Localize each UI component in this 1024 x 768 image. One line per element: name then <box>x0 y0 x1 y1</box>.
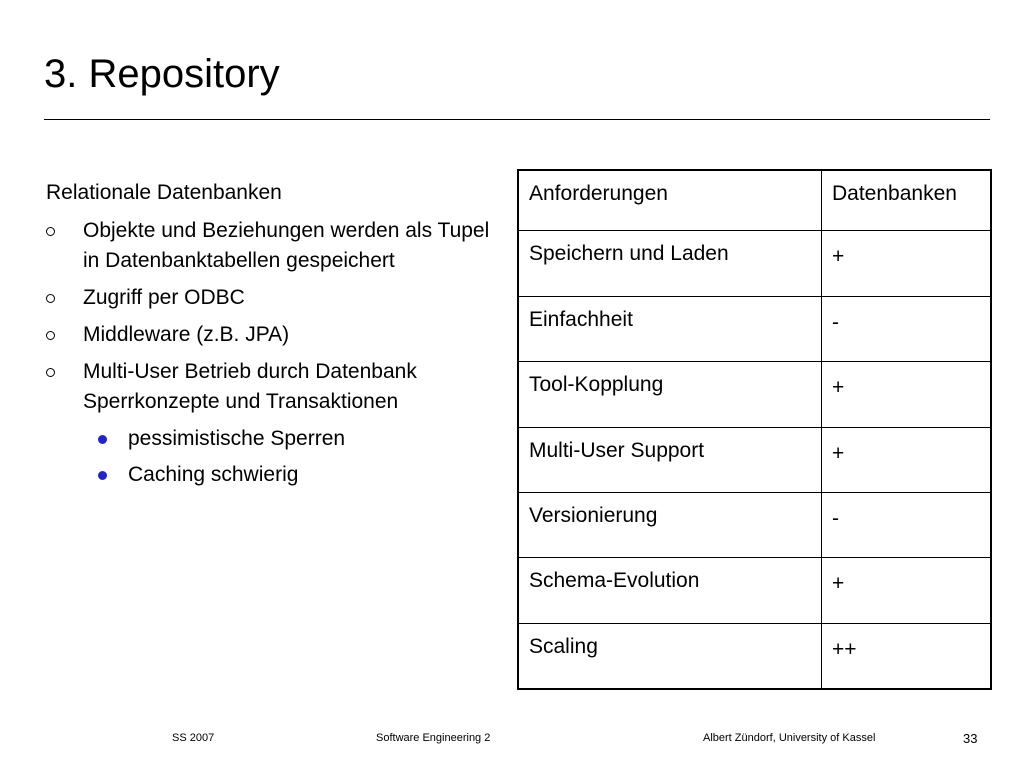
header-cell-anforderungen: Anforderungen <box>519 171 822 231</box>
title-divider <box>44 119 990 120</box>
sub-bullet-text: pessimistische Sperren <box>128 427 346 450</box>
requirement-cell: Speichern und Laden <box>519 231 822 296</box>
table-row <box>519 427 990 492</box>
footer-semester: SS 2007 <box>172 732 215 744</box>
bullet-item <box>46 320 506 350</box>
content-text <box>46 178 506 496</box>
bullet-item <box>46 216 506 276</box>
table-row <box>519 231 990 296</box>
requirements-table <box>517 169 992 690</box>
requirement-cell: Versionierung <box>519 492 822 557</box>
table-row <box>519 492 990 557</box>
intro-heading: Relationale Datenbanken <box>46 181 282 204</box>
hollow-circle-bullet-icon <box>46 227 55 236</box>
requirement-cell: Scaling <box>519 623 822 688</box>
header-cell-datenbanken: Datenbanken <box>822 171 991 231</box>
requirement-cell: Multi-User Support <box>519 427 822 492</box>
filled-dot-bullet-icon <box>98 471 107 480</box>
table-header-row <box>519 171 990 231</box>
rating-cell: + <box>822 231 991 296</box>
requirement-cell: Schema-Evolution <box>519 558 822 623</box>
rating-cell: + <box>822 427 991 492</box>
rating-cell: + <box>822 362 991 427</box>
rating-cell: + <box>822 558 991 623</box>
rating-cell: - <box>822 492 991 557</box>
footer-course: Software Engineering 2 <box>376 732 491 744</box>
page-number: 33 <box>963 731 978 746</box>
bullet-text: Zugriff per ODBC <box>83 286 245 309</box>
sub-bullet-text: Caching schwierig <box>128 463 299 486</box>
slide-title: 3. Repository <box>44 52 280 96</box>
bullet-item <box>46 357 506 417</box>
rating-cell: ++ <box>822 623 991 688</box>
table-row <box>519 623 990 688</box>
filled-dot-bullet-icon <box>98 435 107 444</box>
bullet-text: Objekte und Beziehungen werden als Tupel in Datenbanktabellen gespeichert <box>83 219 490 272</box>
table-row <box>519 362 990 427</box>
sub-bullet-item <box>46 424 506 454</box>
hollow-circle-bullet-icon <box>46 294 55 303</box>
bullet-text: Middleware (z.B. JPA) <box>83 323 290 346</box>
table-row <box>519 558 990 623</box>
bullet-text: Multi-User Betrieb durch Datenbank Sperrkonzepte und Transaktionen <box>83 360 417 413</box>
hollow-circle-bullet-icon <box>46 331 55 340</box>
footer-author: Albert Zündorf, University of Kassel <box>703 732 876 744</box>
requirement-cell: Einfachheit <box>519 296 822 361</box>
rating-cell: - <box>822 296 991 361</box>
sub-bullet-item <box>46 460 506 490</box>
requirement-cell: Tool-Kopplung <box>519 362 822 427</box>
hollow-circle-bullet-icon <box>46 368 55 377</box>
bullet-item <box>46 283 506 313</box>
table-row <box>519 296 990 361</box>
